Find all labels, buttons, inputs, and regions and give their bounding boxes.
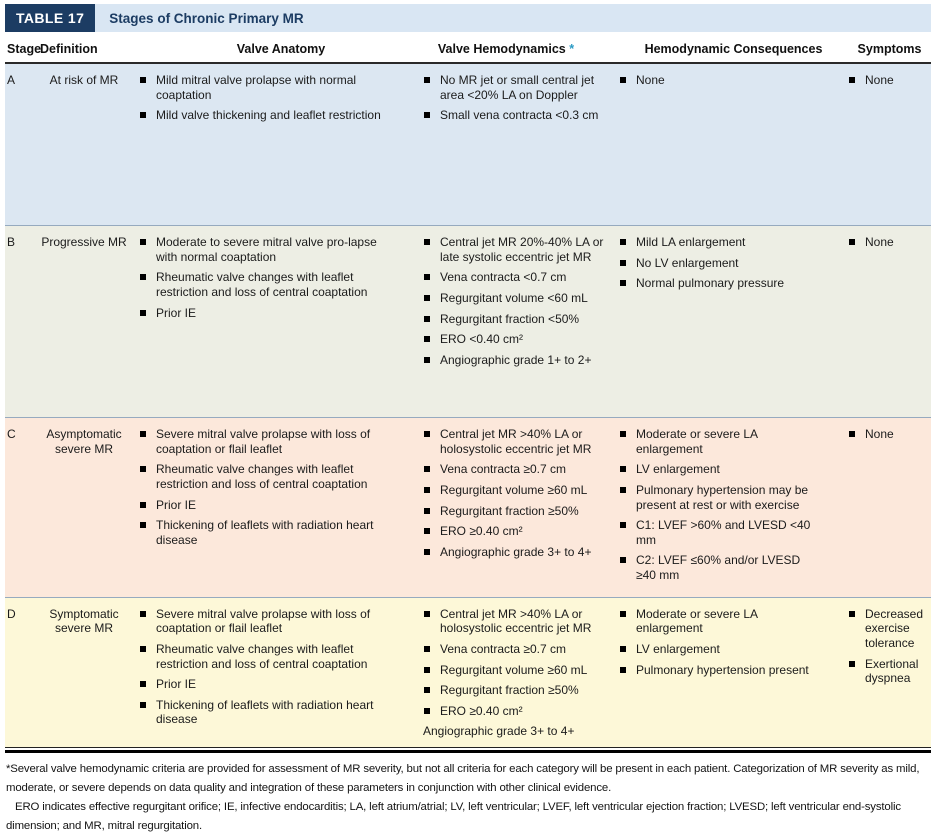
valve-hemodynamics-item: Regurgitant fraction <50% (423, 312, 605, 327)
symptoms-cell (848, 73, 931, 217)
definition-cell: At risk of MR (49, 73, 119, 87)
valve-anatomy-item: Rheumatic valve changes with leaflet restriction and loss of central coaptation (139, 462, 397, 491)
hemodynamic-consequences-item: Moderate or severe LA enlargement (619, 607, 814, 636)
hemodynamic-consequences-list (619, 427, 814, 583)
valve-hemodynamics-item: ERO ≥0.40 cm² (423, 524, 605, 539)
footnote-asterisk-marker: * (569, 42, 575, 56)
table-number-badge: TABLE 17 (5, 4, 95, 32)
column-header-row (5, 32, 931, 64)
column-header-hemodynamic-consequences: Hemodynamic Consequences (644, 42, 823, 56)
definition-cell: Asymptomatic severe MR (46, 427, 122, 456)
hemodynamic-consequences-item: Moderate or severe LA enlargement (619, 427, 814, 456)
valve-anatomy-cell (139, 235, 423, 409)
hemodynamic-consequences-item: C1: LVEF >60% and LVESD <40 mm (619, 518, 814, 547)
valve-hemodynamics-item: Regurgitant volume <60 mL (423, 291, 605, 306)
hemodynamic-consequences-item: LV enlargement (619, 462, 814, 477)
hemodynamic-consequences-cell (619, 427, 848, 589)
hemodynamic-consequences-item: LV enlargement (619, 642, 814, 657)
valve-hemodynamics-item: ERO ≥0.40 cm² (423, 704, 605, 719)
abbreviations-footnote: ERO indicates effective regurgitant orifice; IE, infective endocarditis; LA, left atrium/atrial; LV, left ventricular; LVEF, left ventricular ejection fraction; LVESD; left ventricular end-systolic dimension; and MR, mitral regurgitation. (6, 801, 901, 832)
definition-cell: Symptomatic severe MR (49, 606, 119, 636)
valve-anatomy-item: Prior IE (139, 677, 397, 692)
valve-anatomy-item: Rheumatic valve changes with leaflet restriction and loss of central coaptation (139, 642, 397, 671)
symptoms-item: Exertional dyspnea (848, 657, 929, 686)
valve-hemodynamics-item: Regurgitant volume ≥60 mL (423, 663, 605, 678)
table-body (5, 64, 931, 747)
symptoms-cell (848, 235, 931, 409)
valve-anatomy-list (139, 427, 397, 547)
valve-hemodynamics-unbulleted-item: Angiographic grade 3+ to 4+ (423, 724, 575, 739)
valve-anatomy-item: Prior IE (139, 498, 397, 513)
hemodynamic-consequences-item: Mild LA enlargement (619, 235, 814, 250)
column-header-valve-hemodynamics (423, 42, 619, 56)
table-row (5, 417, 931, 597)
valve-anatomy-cell (139, 73, 423, 217)
valve-hemodynamics-list (423, 427, 605, 559)
hemodynamic-consequences-item: None (619, 73, 814, 88)
asterisk-footnote: *Several valve hemodynamic criteria are provided for assessment of MR severity, but not all criteria for each category will be present in each patient. Categorization of MR severity as mild, moderate, or severe depends on data quality and integration of these parameters in conjunction with other clinical evidence. (6, 763, 920, 794)
stage-cell: B (7, 235, 16, 249)
hemodynamic-consequences-cell (619, 73, 848, 217)
valve-anatomy-item: Rheumatic valve changes with leaflet restriction and loss of central coaptation (139, 270, 397, 299)
stage-cell: D (7, 606, 16, 621)
valve-hemodynamics-item: Central jet MR 20%-40% LA or late systolic eccentric jet MR (423, 235, 605, 264)
column-header-stage: Stage (7, 42, 42, 56)
symptoms-item: None (848, 427, 929, 442)
table-footnotes (5, 753, 931, 836)
valve-hemodynamics-cell (423, 235, 619, 409)
table-bottom-rule-thin (5, 747, 931, 748)
symptoms-list (848, 73, 929, 88)
valve-hemodynamics-item: Angiographic grade 1+ to 2+ (423, 353, 605, 368)
table-row (5, 225, 931, 417)
symptoms-cell (848, 607, 931, 739)
valve-hemodynamics-item: Regurgitant fraction ≥50% (423, 504, 605, 519)
hemodynamic-consequences-item: Normal pulmonary pressure (619, 276, 814, 291)
valve-anatomy-item: Prior IE (139, 306, 397, 321)
symptoms-item: Decreased exercise tolerance (848, 607, 929, 651)
symptoms-list (848, 607, 929, 686)
hemodynamic-consequences-list (619, 607, 814, 678)
column-header-definition: Definition (40, 42, 98, 56)
stage-cell: C (7, 427, 16, 441)
valve-hemodynamics-item: Regurgitant fraction ≥50% (423, 683, 605, 698)
valve-hemodynamics-item: Small vena contracta <0.3 cm (423, 108, 605, 123)
definition-cell: Progressive MR (41, 235, 127, 249)
valve-hemodynamics-item: Vena contracta ≥0.7 cm (423, 642, 605, 657)
valve-anatomy-item: Thickening of leaflets with radiation heart disease (139, 698, 397, 727)
symptoms-cell (848, 427, 931, 589)
hemodynamic-consequences-item: Pulmonary hypertension may be present at rest or with exercise (619, 483, 814, 512)
valve-anatomy-cell (139, 427, 423, 589)
hemodynamic-consequences-item: No LV enlargement (619, 256, 814, 271)
hemodynamic-consequences-list (619, 235, 814, 291)
valve-anatomy-item: Mild valve thickening and leaflet restriction (139, 108, 397, 123)
valve-hemodynamics-item: Vena contracta ≥0.7 cm (423, 462, 605, 477)
valve-hemodynamics-label: Valve Hemodynamics (437, 42, 566, 56)
valve-anatomy-item: Moderate to severe mitral valve pro-lapse with normal coaptation (139, 235, 397, 264)
valve-anatomy-item: Thickening of leaflets with radiation heart disease (139, 518, 397, 547)
valve-hemodynamics-list (423, 73, 605, 123)
valve-hemodynamics-item: Central jet MR >40% LA or holosystolic eccentric jet MR (423, 607, 605, 636)
valve-anatomy-cell (139, 607, 423, 739)
table-title: Stages of Chronic Primary MR (109, 10, 304, 26)
valve-anatomy-item: Mild mitral valve prolapse with normal coaptation (139, 73, 397, 102)
valve-hemodynamics-item: Vena contracta <0.7 cm (423, 270, 605, 285)
hemodynamic-consequences-list (619, 73, 814, 88)
valve-hemodynamics-cell (423, 73, 619, 217)
valve-anatomy-item: Severe mitral valve prolapse with loss of coaptation or flail leaflet (139, 607, 397, 636)
valve-hemodynamics-item: Regurgitant volume ≥60 mL (423, 483, 605, 498)
symptoms-item: None (848, 73, 929, 88)
valve-anatomy-list (139, 607, 397, 727)
table-row (5, 64, 931, 225)
symptoms-list (848, 427, 929, 442)
valve-hemodynamics-item: ERO <0.40 cm² (423, 332, 605, 347)
table-header-bar (5, 4, 931, 32)
valve-hemodynamics-list (423, 235, 605, 367)
hemodynamic-consequences-item: Pulmonary hypertension present (619, 663, 814, 678)
valve-hemodynamics-cell (423, 427, 619, 589)
hemodynamic-consequences-cell (619, 607, 848, 739)
valve-anatomy-list (139, 235, 397, 320)
hemodynamic-consequences-cell (619, 235, 848, 409)
column-header-valve-anatomy: Valve Anatomy (236, 42, 326, 56)
column-header-symptoms: Symptoms (857, 42, 922, 56)
stage-cell: A (7, 73, 16, 87)
valve-hemodynamics-cell (423, 607, 619, 739)
valve-hemodynamics-list (423, 607, 605, 719)
hemodynamic-consequences-item: C2: LVEF ≤60% and/or LVESD ≥40 mm (619, 553, 814, 582)
valve-hemodynamics-item: Angiographic grade 3+ to 4+ (423, 545, 605, 560)
symptoms-list (848, 235, 929, 250)
valve-anatomy-list (139, 73, 397, 123)
valve-anatomy-item: Severe mitral valve prolapse with loss of coaptation or flail leaflet (139, 427, 397, 456)
symptoms-item: None (848, 235, 929, 250)
table-row (5, 597, 931, 747)
valve-hemodynamics-item: Central jet MR >40% LA or holosystolic eccentric jet MR (423, 427, 605, 456)
valve-hemodynamics-item: No MR jet or small central jet area <20% LA on Doppler (423, 73, 605, 102)
